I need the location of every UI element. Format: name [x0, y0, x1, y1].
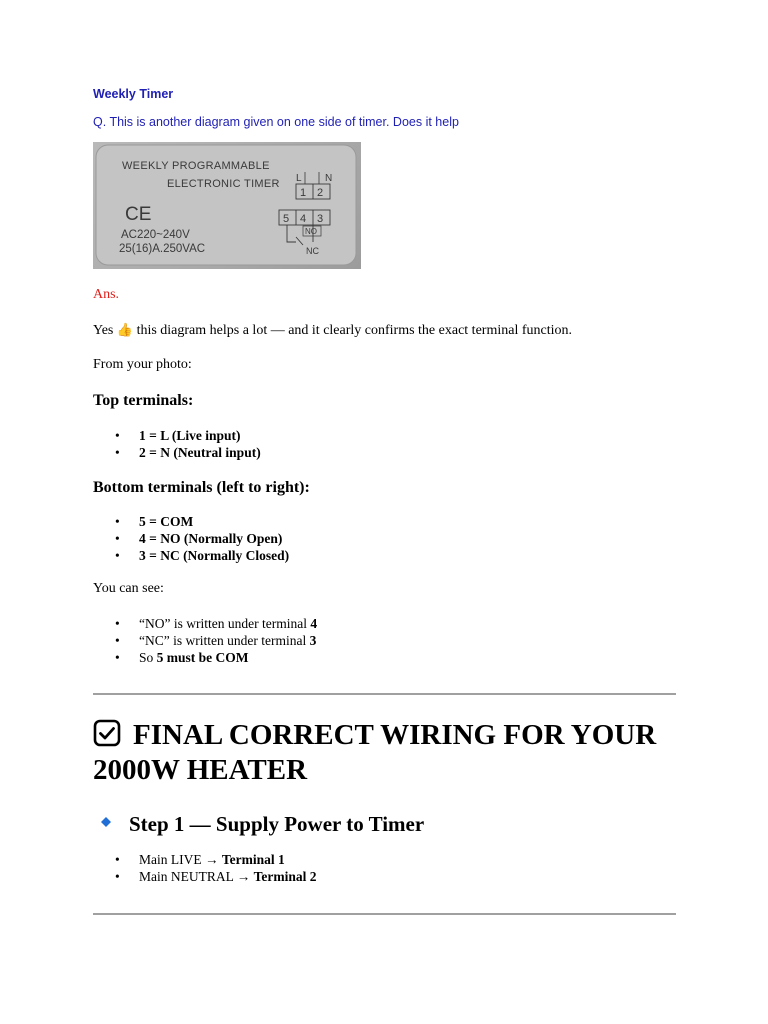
observations-list	[93, 615, 317, 666]
label-voltage: AC220~240V	[121, 229, 190, 241]
doc-title: Weekly Timer	[93, 87, 174, 101]
top-letter-n: N	[325, 173, 333, 184]
list-item: • 2 = N (Neutral input)	[93, 444, 261, 461]
bottom-terminal-5: 5	[283, 213, 290, 225]
bottom-terminals-heading: Bottom terminals (left to right):	[93, 479, 310, 496]
list-item: • Main LIVE → Terminal 1	[93, 851, 317, 868]
list-item: • “NC” is written under terminal 3	[93, 632, 317, 649]
you-can-see-text: You can see:	[93, 581, 164, 596]
bottom-terminal-3: 3	[317, 213, 324, 225]
top-terminal-2: 2	[317, 187, 324, 199]
bottom-terminals-list	[93, 513, 289, 564]
question-text: Q. This is another diagram given on one side of timer. Does it help	[93, 115, 459, 129]
timer-label-photo	[93, 142, 361, 269]
intro-pre: Yes	[93, 323, 117, 338]
intro-paragraph	[93, 323, 572, 339]
list-item: • So 5 must be COM	[93, 649, 317, 666]
nc-label: NC	[306, 246, 319, 256]
check-box-icon	[93, 719, 121, 747]
final-wiring-heading	[93, 718, 676, 788]
top-letter-l: L	[296, 173, 302, 184]
list-item: • “NO” is written under terminal 4	[93, 615, 317, 632]
list-item: • 4 = NO (Normally Open)	[93, 530, 289, 547]
blue-diamond-icon	[101, 808, 111, 818]
step1-list	[93, 851, 317, 885]
label-line-2: ELECTRONIC TIMER	[167, 178, 280, 190]
step1-heading-text: Step 1 — Supply Power to Timer	[129, 812, 425, 836]
divider	[93, 913, 676, 915]
answer-label: Ans.	[93, 287, 120, 302]
final-heading-text: FINAL CORRECT WIRING FOR YOUR 2000W HEATER	[93, 719, 657, 786]
top-terminals-heading: Top terminals:	[93, 392, 194, 409]
list-item: • 3 = NC (Normally Closed)	[93, 547, 289, 564]
list-item: • Main NEUTRAL → Terminal 2	[93, 868, 317, 885]
list-item: • 1 = L (Live input)	[93, 427, 261, 444]
label-line-1: WEEKLY PROGRAMMABLE	[122, 160, 270, 172]
thumbs-up-icon: 👍	[116, 323, 134, 338]
label-rating: 25(16)A.250VAC	[119, 243, 206, 255]
from-photo-text: From your photo:	[93, 357, 192, 372]
top-terminal-1: 1	[300, 187, 307, 199]
divider	[93, 693, 676, 695]
intro-post: this diagram helps a lot — and it clearly confirms the exact terminal function.	[133, 323, 572, 338]
list-item: • 5 = COM	[93, 513, 289, 530]
bottom-terminal-4: 4	[300, 213, 307, 225]
step1-heading	[101, 808, 424, 837]
document-page	[93, 0, 676, 1024]
ce-mark: CE	[125, 204, 152, 225]
no-label: NO	[305, 227, 317, 236]
top-terminals-list	[93, 427, 261, 461]
